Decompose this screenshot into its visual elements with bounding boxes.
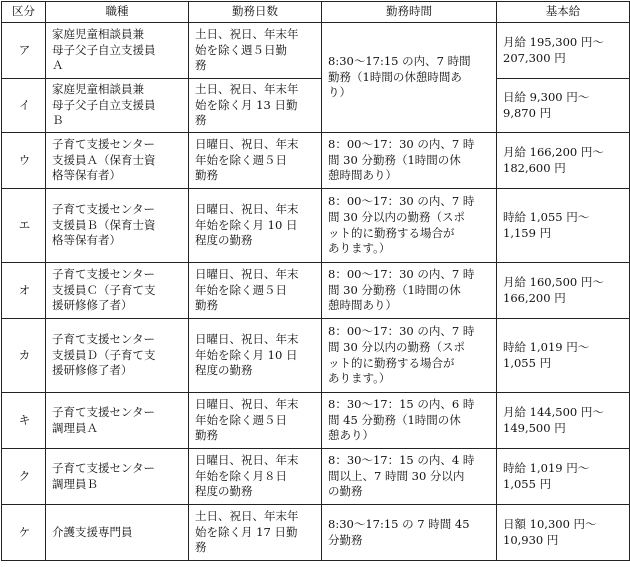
row-nissu: 日曜日、祝日、年末 年始を除く週５日 勤務 — [189, 263, 322, 319]
row-jikan: 8:30〜17:15 の内、7 時間 勤務（1時間の休憩時間あ り） — [322, 23, 497, 133]
job-conditions-table — [1, 1, 630, 561]
row-kyu: 時給 1,019 円〜 1,055 円 — [497, 449, 630, 505]
table-row — [2, 449, 630, 505]
row-kyu: 月給 166,200 円〜 182,600 円 — [497, 133, 630, 189]
row-shokushu: 子育て支援センター 調理員Ｂ — [46, 449, 189, 505]
header-row — [2, 2, 630, 23]
row-kubun: エ — [2, 189, 46, 263]
row-kubun: ケ — [2, 505, 46, 561]
row-kyu: 月給 195,300 円〜 207,300 円 — [497, 23, 630, 79]
row-shokushu: 子育て支援センター 支援員Ｂ（保育士資 格等保有者） — [46, 189, 189, 263]
header-kinmu-jikan: 勤務時間 — [322, 2, 497, 23]
row-kyu: 月給 160,500 円〜 166,200 円 — [497, 263, 630, 319]
header-kinmu-nissu: 勤務日数 — [189, 2, 322, 23]
table-row — [2, 189, 630, 263]
row-shokushu: 子育て支援センター 調理員Ａ — [46, 393, 189, 449]
row-kyu: 月給 144,500 円〜 149,500 円 — [497, 393, 630, 449]
row-kubun: ク — [2, 449, 46, 505]
row-nissu: 日曜日、祝日、年末 年始を除く週５日 勤務 — [189, 133, 322, 189]
row-shokushu: 子育て支援センター 支援員Ａ（保育士資 格等保有者） — [46, 133, 189, 189]
table-row — [2, 23, 630, 79]
row-nissu: 日曜日、祝日、年末 年始を除く月 10 日 程度の勤務 — [189, 189, 322, 263]
table-row — [2, 319, 630, 393]
header-kihonkyu: 基本給 — [497, 2, 630, 23]
table-row — [2, 263, 630, 319]
row-kubun: オ — [2, 263, 46, 319]
table-row — [2, 393, 630, 449]
row-jikan: 8：00〜17：30 の内、7 時 間 30 分以内の勤務（スポ ット的に勤務する場合が あります。） — [322, 319, 497, 393]
row-nissu: 日曜日、祝日、年末 年始を除く月８日 程度の勤務 — [189, 449, 322, 505]
row-shokushu: 家庭児童相談員兼 母子父子自立支援員 Ｂ — [46, 79, 189, 133]
row-nissu: 土日、祝日、年末年 始を除く月 17 日勤 務 — [189, 505, 322, 561]
row-jikan: 8:30〜17:15 の 7 時間 45 分勤務 — [322, 505, 497, 561]
row-kyu: 日額 10,300 円〜 10,930 円 — [497, 505, 630, 561]
row-jikan: 8：30〜17：15 の内、6 時 間 45 分勤務（1時間の休 憩あり） — [322, 393, 497, 449]
row-kyu: 時給 1,055 円〜 1,159 円 — [497, 189, 630, 263]
row-jikan: 8：00〜17：30 の内、7 時 間 30 分勤務（1時間の休 憩時間あり） — [322, 133, 497, 189]
row-kubun: カ — [2, 319, 46, 393]
row-jikan: 8：00〜17：30 の内、7 時 間 30 分以内の勤務（スポ ット的に勤務する場合が あります。） — [322, 189, 497, 263]
row-kubun: ア — [2, 23, 46, 79]
row-kubun: イ — [2, 79, 46, 133]
row-kubun: ウ — [2, 133, 46, 189]
table-row — [2, 133, 630, 189]
row-jikan: 8：30〜17：15 の内、4 時 間以上、7 時間 30 分以内 の勤務 — [322, 449, 497, 505]
table-row — [2, 505, 630, 561]
table-row — [2, 79, 630, 133]
row-nissu: 日曜日、祝日、年末 年始を除く月 10 日 程度の勤務 — [189, 319, 322, 393]
header-shokushu: 職種 — [46, 2, 189, 23]
row-nissu: 土日、祝日、年末年 始を除く月 13 日勤 務 — [189, 79, 322, 133]
row-nissu: 土日、祝日、年末年 始を除く週５日勤 務 — [189, 23, 322, 79]
row-nissu: 日曜日、祝日、年末 年始を除く週５日 勤務 — [189, 393, 322, 449]
row-kyu: 時給 1,019 円〜 1,055 円 — [497, 319, 630, 393]
row-shokushu: 家庭児童相談員兼 母子父子自立支援員 Ａ — [46, 23, 189, 79]
row-shokushu: 介護支援専門員 — [46, 505, 189, 561]
row-shokushu: 子育て支援センター 支援員Ｄ（子育て支 援研修修了者） — [46, 319, 189, 393]
header-kubun: 区分 — [2, 2, 46, 23]
row-jikan: 8：00〜17：30 の内、7 時 間 30 分勤務（1時間の休 憩時間あり） — [322, 263, 497, 319]
row-kubun: キ — [2, 393, 46, 449]
row-kyu: 日給 9,300 円〜 9,870 円 — [497, 79, 630, 133]
row-shokushu: 子育て支援センター 支援員Ｃ（子育て支 援研修修了者） — [46, 263, 189, 319]
